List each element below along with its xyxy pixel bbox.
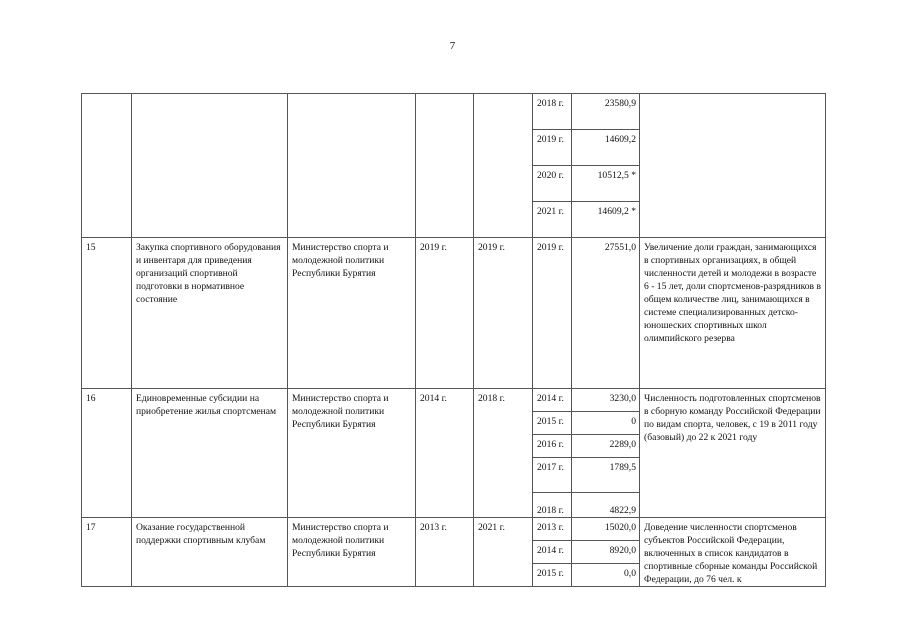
expected-result-cell: Увеличение доли граждан, занимающихся в спортивных организациях, в общей численности детей и молодежи в возрасте 6 - 15 лет, доли спортсменов-разрядников в общем количестве лиц, занимающихся в системе специализированных детско-юношеских спортивных школ олимпийского резерва — [640, 238, 826, 389]
funding-year-cell: 2020 г. — [533, 166, 572, 202]
activity-name-cell: Закупка спортивного оборудования и инвентаря для приведения организаций спортивной подготовки в нормативное состояние — [132, 238, 288, 389]
funding-amount-cell: 3230,0 — [572, 389, 640, 412]
funding-amount-cell: 8920,0 — [572, 541, 640, 564]
activity-name-cell — [132, 94, 288, 238]
funding-year-cell: 2018 г. — [533, 493, 572, 518]
funding-amount-cell: 4822,9 — [572, 493, 640, 518]
start-year-cell — [416, 94, 474, 238]
start-year-cell: 2014 г. — [416, 389, 474, 518]
row-number-cell: 15 — [82, 238, 132, 389]
table-row — [82, 238, 826, 389]
table-row — [82, 94, 826, 130]
funding-amount-cell: 14609,2 * — [572, 202, 640, 238]
funding-year-cell: 2019 г. — [533, 130, 572, 166]
start-year-cell: 2019 г. — [416, 238, 474, 389]
start-year-cell: 2013 г. — [416, 518, 474, 587]
funding-year-cell: 2016 г. — [533, 435, 572, 458]
program-activities-table — [81, 93, 826, 587]
end-year-cell: 2018 г. — [474, 389, 533, 518]
expected-result-cell: Численность подготовленных спортсменов в сборную команду Российской Федерации по видам спорта, человек, с 19 в 2011 году (базовый) до 22 к 2021 году — [640, 389, 826, 518]
expected-result-cell — [640, 94, 826, 238]
executor-cell: Министерство спорта и молодежной политики Республики Бурятия — [288, 238, 416, 389]
table-row — [82, 518, 826, 541]
row-number-cell: 17 — [82, 518, 132, 587]
activity-name-cell: Единовременные субсидии на приобретение жилья спортсменам — [132, 389, 288, 518]
end-year-cell — [474, 94, 533, 238]
funding-amount-cell: 23580,9 — [572, 94, 640, 130]
executor-cell — [288, 94, 416, 238]
funding-year-cell: 2014 г. — [533, 541, 572, 564]
table-row — [82, 389, 826, 412]
row-number-cell: 16 — [82, 389, 132, 518]
expected-result-cell: Доведение численности спортсменов субъектов Российской Федерации, включенных в список кандидатов в спортивные сборные команды Российской Федерации, до 76 чел. к — [640, 518, 826, 587]
funding-year-cell: 2017 г. — [533, 458, 572, 493]
funding-year-cell: 2014 г. — [533, 389, 572, 412]
funding-amount-cell: 0,0 — [572, 564, 640, 587]
funding-amount-cell: 1789,5 — [572, 458, 640, 493]
funding-year-cell: 2021 г. — [533, 202, 572, 238]
funding-amount-cell: 10512,5 * — [572, 166, 640, 202]
end-year-cell: 2019 г. — [474, 238, 533, 389]
activity-name-cell: Оказание государственной поддержки спортивным клубам — [132, 518, 288, 587]
funding-year-cell: 2019 г. — [533, 238, 572, 389]
funding-amount-cell: 14609,2 — [572, 130, 640, 166]
row-number-cell — [82, 94, 132, 238]
funding-year-cell: 2015 г. — [533, 564, 572, 587]
executor-cell: Министерство спорта и молодежной политики Республики Бурятия — [288, 389, 416, 518]
funding-year-cell: 2018 г. — [533, 94, 572, 130]
funding-amount-cell: 27551,0 — [572, 238, 640, 389]
funding-amount-cell: 2289,0 — [572, 435, 640, 458]
executor-cell: Министерство спорта и молодежной политики Республики Бурятия — [288, 518, 416, 587]
page-number: 7 — [449, 40, 456, 52]
funding-year-cell: 2013 г. — [533, 518, 572, 541]
funding-year-cell: 2015 г. — [533, 412, 572, 435]
funding-amount-cell: 15020,0 — [572, 518, 640, 541]
end-year-cell: 2021 г. — [474, 518, 533, 587]
funding-amount-cell: 0 — [572, 412, 640, 435]
